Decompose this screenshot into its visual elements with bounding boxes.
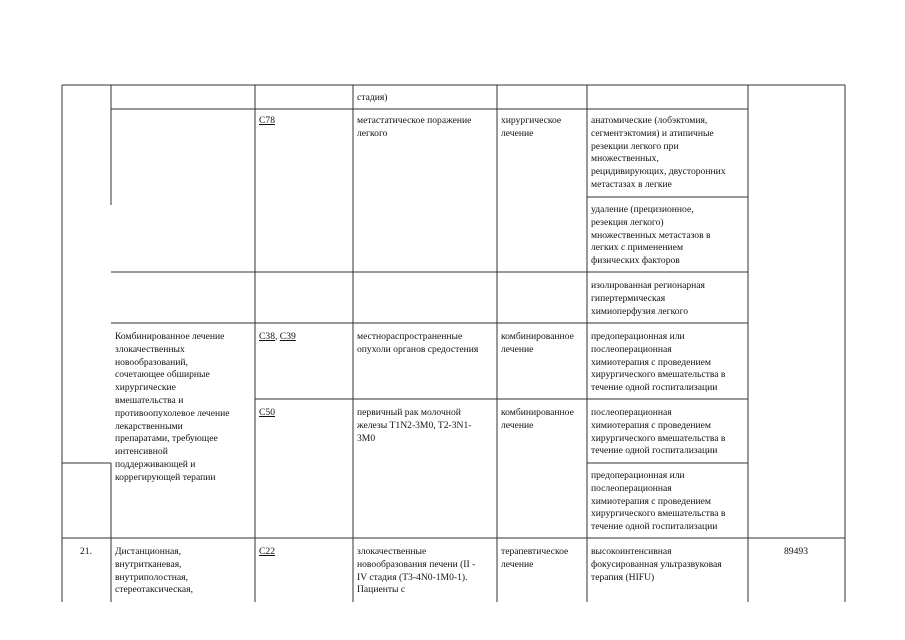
- row-number-21: 21.: [80, 546, 92, 557]
- icd-code-link-c50[interactable]: C50: [259, 407, 275, 418]
- method-text-c78-3: изолированная регионарная гипертермическая химиоперфузия легкого: [591, 280, 705, 317]
- cost-value-row-21: 89493: [784, 546, 808, 557]
- method-text-c50-1: послеоперационная химиотерапия с проведением хирургического вмешательства в течение одной госпитализации: [591, 407, 726, 457]
- diagnosis-text-c22: злокачественные новообразования печени (II - IV стадия (T3-4N0-1M0-1). Пациенты с: [357, 546, 476, 596]
- diagnosis-text-c38: местнораспространенные опухоли органов средостения: [357, 331, 479, 355]
- method-text-c78-2: удаление (прецизионное, резекция легкого) множественных метастазов в легких с применением физических факторов: [591, 204, 711, 267]
- treatment-type-text-c22: терапевтическое лечение: [501, 546, 569, 570]
- method-text-c38: предоперационная или послеоперационная химиотерапия с проведением хирургического вмешательства в течение одной госпитализации: [591, 331, 726, 394]
- icd-code-link-c39[interactable]: C39: [279, 331, 296, 342]
- method-text-c78-1: анатомические (лобэктомия, сегментэктомия) и атипичные резекции легкого при множественных, рецидивирующих, двусторонних метастазах в легкие: [591, 115, 726, 190]
- method-text-c22: высокоинтенсивная фокусированная ультразвуковая терапия (HIFU): [591, 546, 722, 583]
- stage-tail-text: стадия): [357, 92, 388, 103]
- group-name-row-21: Дистанционная, внутритканевая, внутриполостная, стереотаксическая,: [115, 546, 193, 596]
- icd-code-link-c38[interactable]: C38: [259, 331, 275, 342]
- diagnosis-text-c78: метастатическое поражение легкого: [357, 115, 472, 139]
- group-name-combined: Комбинированное лечение злокачественных новообразований, сочетающее обширные хирургические вмешательства и противоопухолевое лечение лекарственными препаратами, требующее интенсивной поддерживающей и коррегирующей терапии: [115, 331, 230, 483]
- treatment-type-text-c38: комбинированное лечение: [501, 331, 574, 355]
- method-text-c50-2: предоперационная или послеоперационная химиотерапия с проведением хирургического вмешательства в течение одной госпитализации: [591, 470, 726, 533]
- treatment-type-text-c50: комбинированное лечение: [501, 407, 574, 431]
- icd-code-link-c78[interactable]: C78: [259, 115, 275, 126]
- icd-code-link-c22[interactable]: C22: [259, 546, 275, 557]
- diagnosis-text-c50: первичный рак молочной железы T1N2-3M0, T2-3N1- 3M0: [357, 407, 472, 444]
- treatment-type-text-c78: хирургическое лечение: [501, 115, 562, 139]
- icd-code-links-c38-c39: C38, C39: [259, 331, 296, 342]
